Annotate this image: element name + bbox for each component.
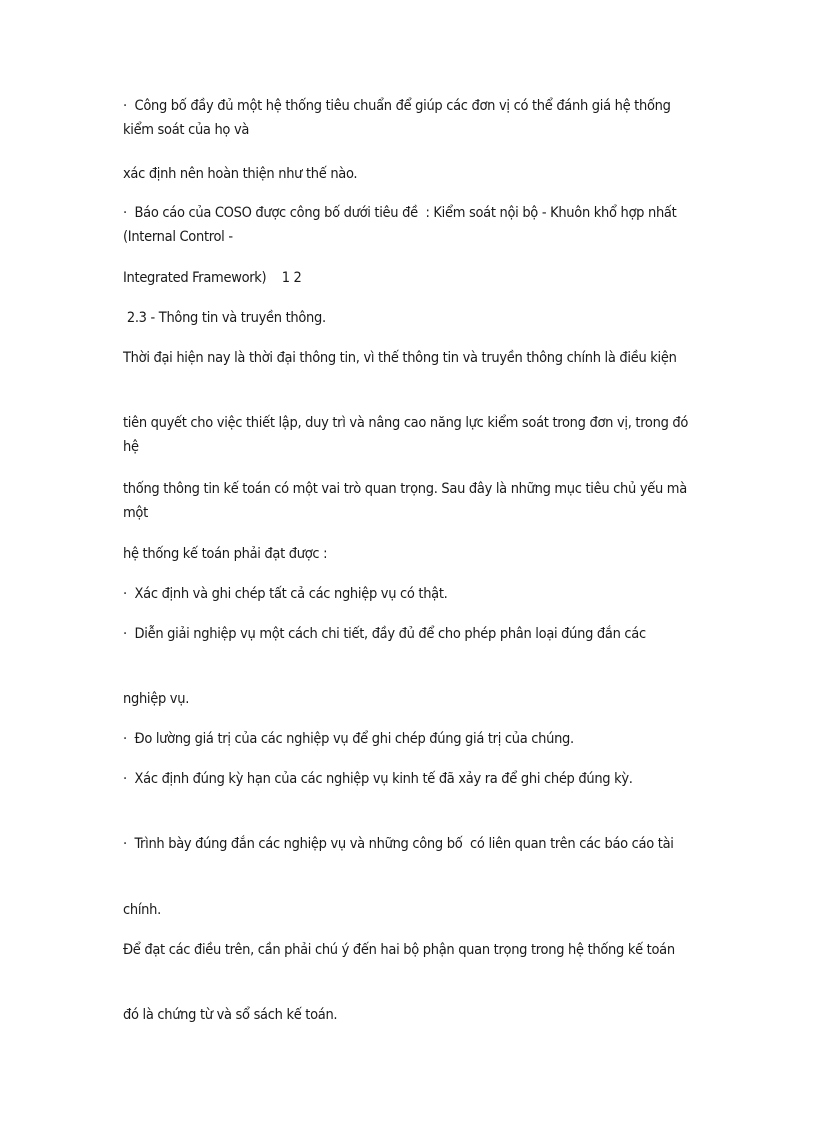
paragraph-improvement: xác định nên hoàn thiện như thế nào. — [123, 166, 358, 182]
paragraph-coso-report: · Báo cáo của COSO được công bố dưới tiêu đề : Kiểm soát nội bộ - Khuôn khổ hợp nhất (Internal Control - — [123, 205, 681, 245]
paragraph-financial: chính. — [123, 902, 161, 918]
bullet-correct-period: · Xác định đúng kỳ hạn của các nghiệp vụ kinh tế đã xảy ra để ghi chép đúng kỳ. — [123, 771, 633, 787]
paragraph-information-age: Thời đại hiện nay là thời đại thông tin, vì thế thông tin và truyền thông chính là điều kiện — [123, 350, 677, 366]
paragraph-to-achieve: Để đạt các điều trên, cần phải chú ý đến hai bộ phận quan trọng trong hệ thống kế toán — [123, 942, 675, 958]
bullet-measure-value: · Đo lường giá trị của các nghiệp vụ để ghi chép đúng giá trị của chúng. — [123, 731, 574, 747]
paragraph-coso-criteria: · Công bố đầy đủ một hệ thống tiêu chuẩn để giúp các đơn vị có thể đánh giá hệ thống kiểm soát của họ và — [123, 98, 675, 138]
section-heading: 2.3 - Thông tin và truyền thông. — [123, 310, 326, 326]
bullet-identify-record: · Xác định và ghi chép tất cả các nghiệp vụ có thật. — [123, 586, 448, 602]
paragraph-system-goals: hệ thống kế toán phải đạt được : — [123, 546, 328, 562]
bullet-present-disclose: · Trình bày đúng đắn các nghiệp vụ và những công bố có liên quan trên các báo cáo tài — [123, 836, 674, 852]
paragraph-prerequisite: tiên quyết cho việc thiết lập, duy trì và nâng cao năng lực kiểm soát trong đơn vị, trong đó hệ — [123, 415, 692, 455]
paragraph-documents-books: đó là chứng từ và sổ sách kế toán. — [123, 1007, 338, 1023]
paragraph-accounting-role: thống thông tin kế toán có một vai trò quan trọng. Sau đây là những mục tiêu chủ yếu mà một — [123, 481, 691, 521]
paragraph-transactions: nghiệp vụ. — [123, 691, 190, 707]
paragraph-integrated-framework: Integrated Framework) 1 2 — [123, 270, 302, 286]
bullet-explain-detail: · Diễn giải nghiệp vụ một cách chi tiết, đầy đủ để cho phép phân loại đúng đắn các — [123, 626, 646, 642]
